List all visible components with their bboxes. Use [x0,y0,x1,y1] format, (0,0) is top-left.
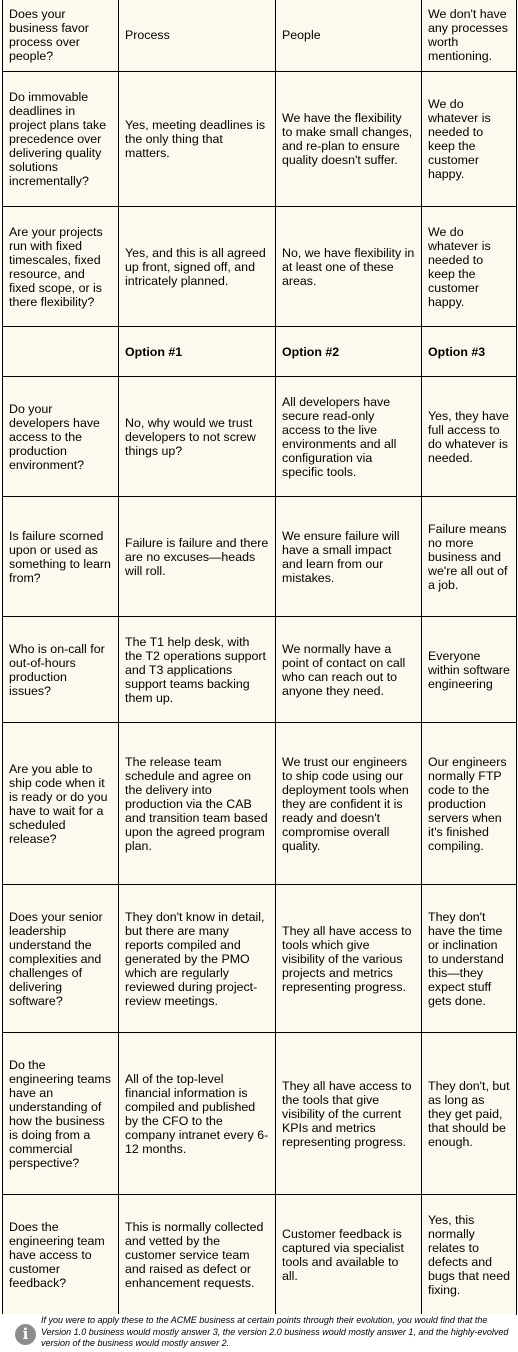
cell-option-2: Customer feedback is captured via specialist tools and available to all. [276,1195,422,1315]
table-row [3,0,517,72]
cell-option-2: No, we have flexibility in at least one of these areas. [276,207,422,327]
header-cell-option-3: Option #3 [422,327,517,377]
cell-option-3: They don't, but as long as they get paid, that should be enough. [422,1033,517,1195]
cell-option-2: We have the flexibility to make small changes, and re-plan to ensure quality doesn't suffer. [276,72,422,207]
table-row [3,617,517,723]
cell-question: Who is on-call for out-of-hours production issues? [3,617,119,723]
table-row [3,377,517,497]
cell-option-2: We trust our engineers to ship code using our deployment tools when they are confident it is ready and doesn't compromise overall quality. [276,723,422,885]
note-text: If you were to apply these to the ACME business at certain points through their evolution, you would find that the Version 1.0 business would mostly answer 3, the version 2.0 business would mostly answer 1, and the highly-evolved version of the business would mostly answer 2. [41,1315,509,1348]
cell-question: Does your business favor process over people? [3,0,119,72]
info-icon: i [15,1324,36,1345]
cell-option-3: Failure means no more business and we're all out of a job. [422,497,517,617]
comparison-table [2,0,517,1315]
cell-question: Do your developers have access to the production environment? [3,377,119,497]
cell-option-3: Yes, they have full access to do whatever is needed. [422,377,517,497]
cell-option-3: They don't have the time or inclination to understand this—they expect stuff gets done. [422,885,517,1033]
table-row [3,1033,517,1195]
note-box [2,1314,516,1351]
header-cell-question [3,327,119,377]
table-row [3,1195,517,1315]
cell-option-2: They all have access to the tools that give visibility of the current KPIs and metrics representing progress. [276,1033,422,1195]
cell-option-1: No, why would we trust developers to not screw things up? [119,377,276,497]
cell-option-1: The T1 help desk, with the T2 operations support and T3 applications support teams backing them up. [119,617,276,723]
cell-option-3: Yes, this normally relates to defects and bugs that need fixing. [422,1195,517,1315]
cell-option-1: Process [119,0,276,72]
header-cell-option-1: Option #1 [119,327,276,377]
cell-option-2: They all have access to tools which give visibility of the various projects and metrics representing progress. [276,885,422,1033]
table-header-row [3,327,517,377]
cell-option-3: Everyone within software engineering [422,617,517,723]
cell-option-2: People [276,0,422,72]
cell-option-3: Our engineers normally FTP code to the production servers when it's finished compiling. [422,723,517,885]
cell-option-1: Yes, meeting deadlines is the only thing that matters. [119,72,276,207]
cell-option-3: We don't have any processes worth mentioning. [422,0,517,72]
cell-option-1: They don't know in detail, but there are many reports compiled and generated by the PMO which are regularly reviewed during project-review meetings. [119,885,276,1033]
cell-option-3: We do whatever is needed to keep the customer happy. [422,207,517,327]
cell-option-1: All of the top-level financial information is compiled and published by the CFO to the company intranet every 6-12 months. [119,1033,276,1195]
cell-option-3: We do whatever is needed to keep the customer happy. [422,72,517,207]
table-row [3,497,517,617]
table-row [3,723,517,885]
cell-question: Is failure scorned upon or used as something to learn from? [3,497,119,617]
cell-question: Does the engineering team have access to customer feedback? [3,1195,119,1315]
cell-question: Does your senior leadership understand the complexities and challenges of delivering software? [3,885,119,1033]
cell-option-1: The release team schedule and agree on the delivery into production via the CAB and transition team based upon the agreed program plan. [119,723,276,885]
cell-question: Do the engineering teams have an understanding of how the business is doing from a commercial perspective? [3,1033,119,1195]
cell-question: Are you able to ship code when it is ready or do you have to wait for a scheduled release? [3,723,119,885]
cell-option-1: Failure is failure and there are no excuses—heads will roll. [119,497,276,617]
header-cell-option-2: Option #2 [276,327,422,377]
table-row [3,885,517,1033]
table-row [3,72,517,207]
cell-option-1: This is normally collected and vetted by the customer service team and raised as defect or enhancement requests. [119,1195,276,1315]
table-row [3,207,517,327]
cell-option-2: We normally have a point of contact on call who can reach out to anyone they need. [276,617,422,723]
cell-question: Do immovable deadlines in project plans take precedence over delivering quality solutions incrementally? [3,72,119,207]
cell-option-1: Yes, and this is all agreed up front, signed off, and intricately planned. [119,207,276,327]
cell-question: Are your projects run with fixed timescales, fixed resource, and fixed scope, or is there flexibility? [3,207,119,327]
cell-option-2: We ensure failure will have a small impact and learn from our mistakes. [276,497,422,617]
cell-option-2: All developers have secure read-only access to the live environments and all configuration via specific tools. [276,377,422,497]
